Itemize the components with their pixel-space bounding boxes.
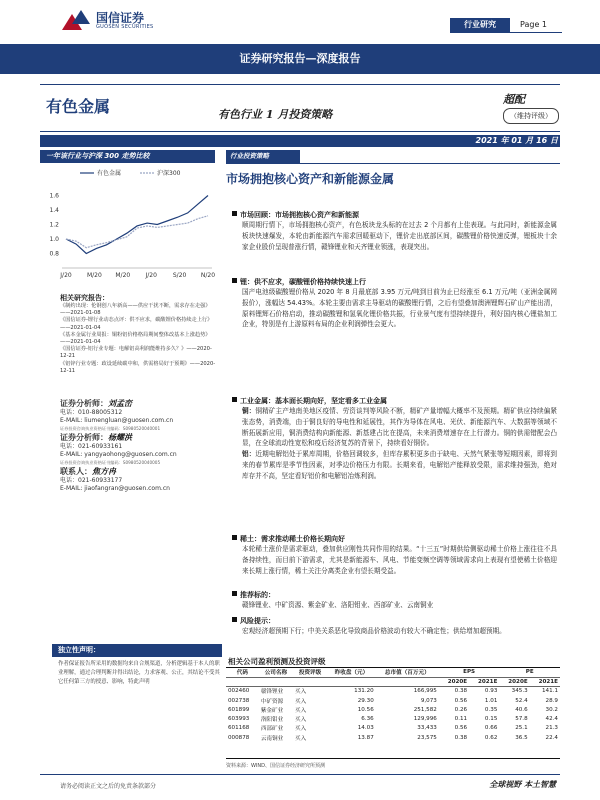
table-header-cell: EPS: [439, 668, 500, 677]
section-heading: 风险提示：: [240, 617, 275, 625]
table-cell: 买入: [294, 735, 307, 742]
table-cell: 129,996: [413, 716, 437, 723]
y-tick-label: 1.6: [49, 192, 59, 200]
table-cell: 28.9: [545, 697, 558, 704]
table-cell: 买入: [294, 689, 307, 696]
table-cell: 0.38: [454, 734, 468, 741]
footer-disclaimer: 请务必阅读正文之后的免责条款部分: [60, 783, 157, 790]
aluminum-text: 近期电解铝处于累库周期，价格回调较多，但库存累积更多由于缺电、天然气紧张等短期因素，即将到来的春节累库是季节性因素，对季边价格压力有限。长期来看，电解铝产能释放受限，需求维持强劲，绝对库存并不高，坚定看好铝价和电解铝冶炼利润。: [242, 450, 558, 480]
table-cell: 0.26: [454, 706, 468, 713]
bullet-icon: [232, 397, 237, 402]
contact-role: 联系人：: [60, 467, 92, 476]
table-cell: 22.4: [545, 734, 558, 741]
analyst-1: 证券分析师：刘孟峦 电话：010-88005312 E-MAIL: liumengluan@guosen.com.cn 证券投资咨询执业资格证书编码：S0980520040001: [60, 400, 225, 433]
table-cell: 买入: [294, 698, 307, 705]
table-cell: 0.66: [484, 725, 498, 732]
report-title: 有色行业 1 月投资策略: [218, 108, 333, 121]
analyst-role: 证券分析师：: [60, 399, 108, 408]
table-cell: 6.36: [361, 716, 374, 723]
table-cell: 0.15: [484, 716, 498, 723]
analyst-cert: 证券投资咨询执业资格证书编码：S0980520040001: [60, 426, 161, 431]
table-cell: 601168: [228, 725, 250, 732]
analyst-name: 刘孟峦: [108, 399, 132, 408]
section-market-review: [232, 210, 557, 252]
table-cell: 29.30: [357, 697, 374, 704]
table-cell: 52.4: [515, 697, 528, 704]
report-type-tab: 行业研究: [450, 18, 510, 32]
table-cell: 赣锋锂业: [260, 689, 284, 696]
x-tick-label: M/20: [115, 272, 131, 279]
table-cell: 0.62: [484, 734, 498, 741]
table-subheader-cell: 2021E: [469, 677, 499, 686]
related-report-item[interactable]: 《制约出现：伦钢创八年新高——供应干扰不断，需求存在走强》——2021-01-08: [60, 303, 211, 317]
related-report-item[interactable]: 《国信证券-锂行业动态点评：供不应求，碳酸锂价格持续走上行》——2021-01-04: [60, 317, 213, 331]
related-report-item[interactable]: 《铝锌行业专题：政设延续碳中和，供需格局好于预期》——2020-12-11: [60, 360, 216, 374]
bullet-icon: [232, 591, 237, 596]
section-text: 赣锋锂业、中矿资源、紫金矿业、洛阳钼业、西部矿业、云南铜业: [242, 601, 434, 609]
analyst-cert: 证券投资咨询执业资格证书编码：S0980520040005: [60, 460, 161, 465]
analyst-name: 杨耀洪: [108, 433, 132, 442]
table-subheader-cell: [376, 677, 439, 686]
table-subheader-cell: [327, 677, 376, 686]
right-rule: [226, 163, 560, 164]
table-cell: 0.38: [454, 688, 468, 695]
independence-header: 独立性声明：: [52, 644, 222, 657]
logo-icon: [62, 10, 90, 32]
table-cell: 0.93: [484, 688, 498, 695]
company-logo: [62, 10, 154, 32]
section-heading: 推荐标的：: [240, 591, 275, 599]
table-cell: 9,073: [420, 697, 437, 704]
table-cell: 买入: [294, 717, 307, 724]
section-heading: 工业金属：基本面长期向好，坚定看多工业金属: [240, 397, 387, 405]
analyst-email[interactable]: E-MAIL: yangyaohong@guosen.com.cn: [60, 451, 177, 458]
copper-text: 铜精矿主产地南美地区疫情、劳资谈判等风险不断，精矿产量增幅大概率不及预期。精矿供应持续偏紧张态势，消费端，由于铜良好的导电性和延展性，其作为导体在风电、光伏、新能源汽车、大数据等领域不断拓展新应用，铜消费结构向新能源、新基建占比在提高，未来消费增速存在上行潜力。铜的供需错配会凸显，在全球流动性宽松和疫后经济复苏的背景下，持续看好铜价。: [242, 407, 558, 448]
section-text: 国产电池级碳酸锂价格从 2020 年 8 月最底部 3.95 万元/吨到目前为止已经涨至 6.1 万元/吨（亚洲金属网报价），涨幅达 54.43%。本轮主要由需求主导驱动的碳酸锂行情，之后有望叠加澳洲锂辉石矿山产能出清，原料锂辉石价格启动，推动碳酸锂和氢氧化锂价格共振，行业景气度有望持续提升，利好国内核心锂盐加工企业，特别是有上游原料布局的企业利润弹性会更大。: [242, 288, 557, 329]
table-cell: 中矿资源: [260, 698, 284, 705]
x-tick-label: J/20: [145, 272, 157, 279]
table-header-cell: 代码: [226, 668, 259, 677]
table-cell: 33,433: [417, 725, 437, 732]
y-tick-label: 1.0: [49, 236, 59, 243]
analyst-role: 证券分析师：: [60, 433, 108, 442]
section-heading: 锂：供不应求，碳酸锂价格持续快速上行: [240, 278, 366, 286]
legend-label: 沪深300: [157, 170, 181, 177]
table-header-cell: 昨收盘（元）: [327, 668, 376, 677]
table-cell: 000878: [228, 734, 250, 741]
series-line: [66, 196, 208, 254]
table-subheader-cell: 2020E: [439, 677, 469, 686]
table-row: [226, 696, 560, 705]
contact-tel: 021-60933177: [78, 477, 123, 484]
table-cell: 30.2: [545, 706, 558, 713]
footer-slogan: 全球视野 本土智慧: [489, 779, 556, 789]
logo-subtitle: GUOSEN SECURITIES: [96, 24, 154, 30]
table-cell: 42.4: [545, 716, 558, 723]
table-subheader-cell: [226, 677, 259, 686]
section-recommendations: [232, 590, 557, 611]
table-cell: 251,582: [413, 706, 437, 713]
legend-label: 有色金属: [97, 170, 122, 177]
table-cell: 西部矿业: [260, 726, 284, 733]
analyst-tel: 021-60933161: [78, 443, 123, 450]
table-row: [226, 724, 560, 733]
contact-name: 焦方冉: [92, 467, 116, 476]
table-cell: 21.3: [545, 725, 558, 732]
table-subheader-cell: [259, 677, 293, 686]
rating: 超配: [503, 93, 525, 106]
y-tick-label: 1.2: [49, 221, 59, 229]
header-rule: [450, 32, 562, 33]
table-source: 资料来源：WIND、国信证券经济研究所预测: [226, 763, 326, 769]
table-cell: 云南铜业: [260, 735, 284, 742]
analyst-tel: 010-88005312: [78, 409, 123, 416]
logo-name: 国信证券: [96, 11, 145, 25]
copper-lead: 铜：: [242, 407, 256, 415]
aluminum-lead: 铝：: [242, 450, 256, 459]
table-cell: 141.1: [541, 688, 558, 695]
trend-chart: [40, 163, 220, 288]
contact-email[interactable]: E-MAIL: jiaofangran@guosen.com.cn: [60, 485, 170, 492]
table-row: [226, 714, 560, 723]
analyst-email[interactable]: E-MAIL: liumengluan@guosen.com.cn: [60, 417, 174, 424]
section-text: 顺周期行情下，市场拥抱核心资产，有色板块龙头标的在过去 2 个月都有上佳表现。与此同时，新能源金属板块快速爆发，本轮由新能源汽车需求回暖驱动下，锂价走出底部区间，碳酸锂价格快速反弹，锂板块十余家企业股价呈现普涨行情，赣锋锂业和天齐锂业领涨，表现突出。: [242, 221, 557, 251]
table-cell: 0.35: [484, 706, 498, 713]
table-cell: 603993: [228, 716, 250, 723]
table-cell: 345.3: [511, 688, 528, 695]
forecast-table: [226, 668, 560, 742]
sector-name: 有色金属: [46, 97, 111, 116]
series-line: [66, 216, 208, 248]
table-cell: 57.8: [515, 716, 528, 723]
section-text: 宏观经济超预期下行；中美关系恶化导致商品价格波动有较大不确定性；供给增加超预期。: [242, 627, 506, 635]
footer-rule: [40, 774, 560, 775]
table-cell: 25.1: [515, 725, 528, 732]
contact-person: 联系人：焦方冉 电话：021-60933177 E-MAIL: jiaofangran@guosen.com.cn: [60, 468, 225, 493]
table-header-cell: PE: [499, 668, 560, 677]
headline: 市场拥抱核心资产和新能源金属: [226, 172, 395, 186]
table-cell: 002738: [228, 697, 250, 704]
related-title: 相关研究报告：: [60, 294, 109, 302]
bullet-icon: [232, 278, 237, 283]
x-tick-label: M/20: [86, 272, 102, 279]
section-rare-earth: [232, 534, 557, 576]
table-bottom-rule: [226, 758, 560, 759]
x-tick-label: N/20: [200, 272, 216, 279]
rating-sub: （维持评级）: [503, 108, 559, 124]
table-cell: 131.20: [354, 688, 374, 695]
table-cell: 0.11: [454, 716, 468, 723]
table-subheader-cell: 2021E: [530, 677, 560, 686]
bullet-icon: [232, 535, 237, 540]
chart-header: 一年该行业与沪深 300 走势比较: [40, 150, 215, 163]
table-subheader-cell: [293, 677, 327, 686]
table-header-cell: 公司名称: [259, 668, 293, 677]
y-tick-label: 1.4: [49, 207, 59, 214]
x-tick-label: S/20: [172, 272, 187, 279]
section-lithium: [232, 277, 557, 330]
report-banner: 证券研究报告—深度报告: [0, 44, 600, 74]
x-tick-label: J/20: [60, 272, 72, 279]
section-heading: 市场回顾：市场拥抱核心资产和新能源: [240, 211, 359, 219]
section-risks: [232, 616, 557, 637]
independence-text: 作者保证报告所采用的数据均来自合规渠道，分析逻辑基于本人的职业理解，通过合理判断并得出结论，力求客观、公正，其结论不受其它任何第三方的授意、影响，特此声明: [58, 661, 220, 685]
table-cell: 40.6: [515, 706, 528, 713]
table-cell: 0.56: [454, 725, 468, 732]
bullet-icon: [232, 617, 237, 622]
table-cell: 紫金矿业: [260, 707, 284, 714]
table-cell: 601899: [228, 706, 250, 713]
section-text: 本轮稀土涨价是需求驱动，叠加供应刚性共同作用的结果。“十三五”时期供给侧驱动稀土价格上涨往往不具备持续性，而目前下游需求，尤其是新能源车、风电、节能变频空调等领域需求向上表现有望使稀土价格迎来长期上涨行情，稀土关注分离类企业有望长期受益。: [242, 545, 557, 575]
y-tick-label: 0.8: [49, 250, 59, 258]
table-header-cell: 总市值（百万元）: [376, 668, 439, 677]
related-report-item[interactable]: 《国信证券-铝行业专题：电解铝高利润能维持多久？》——2020-12-21: [60, 346, 212, 360]
table-cell: 买入: [294, 707, 307, 714]
bullet-icon: [232, 211, 237, 216]
related-list: [60, 303, 220, 375]
section-heading: 稀土：需求推动稀土价格长期向好: [240, 535, 345, 543]
table-cell: 002460: [228, 688, 250, 695]
table-cell: 10.56: [357, 706, 374, 713]
table-cell: 洛阳钼业: [260, 717, 284, 724]
table-row: [226, 705, 560, 714]
table-cell: 1.01: [484, 697, 498, 704]
table-cell: 买入: [294, 726, 307, 733]
table-cell: 0.56: [454, 697, 468, 704]
table-row: [226, 687, 560, 696]
table-header-cell: 投资评级: [293, 668, 327, 677]
table-cell: 36.5: [515, 734, 528, 741]
section-industrial-metals: [232, 396, 557, 482]
table-title: 相关公司盈利预测及投资评级: [228, 657, 326, 666]
analyst-2: 证券分析师：杨耀洪 电话：021-60933161 E-MAIL: yangyaohong@guosen.com.cn 证券投资咨询执业资格证书编码：S0980520040005: [60, 434, 225, 467]
page-number: Page 1: [520, 20, 547, 29]
table-cell: 166,995: [413, 688, 437, 695]
table-row: [226, 733, 560, 742]
table-cell: 23,575: [417, 734, 437, 741]
report-date: 2021 年 01 月 16 日: [475, 136, 558, 145]
related-report-item[interactable]: 《基本金属行业周报：铜粉铝价格格局期间整体改基本上涨趋势》——2021-01-04: [60, 331, 211, 346]
table-subheader-cell: 2020E: [499, 677, 529, 686]
table-cell: 14.03: [357, 725, 374, 732]
strategy-tag: 行业投资策略: [226, 150, 300, 163]
table-cell: 13.87: [357, 734, 374, 741]
